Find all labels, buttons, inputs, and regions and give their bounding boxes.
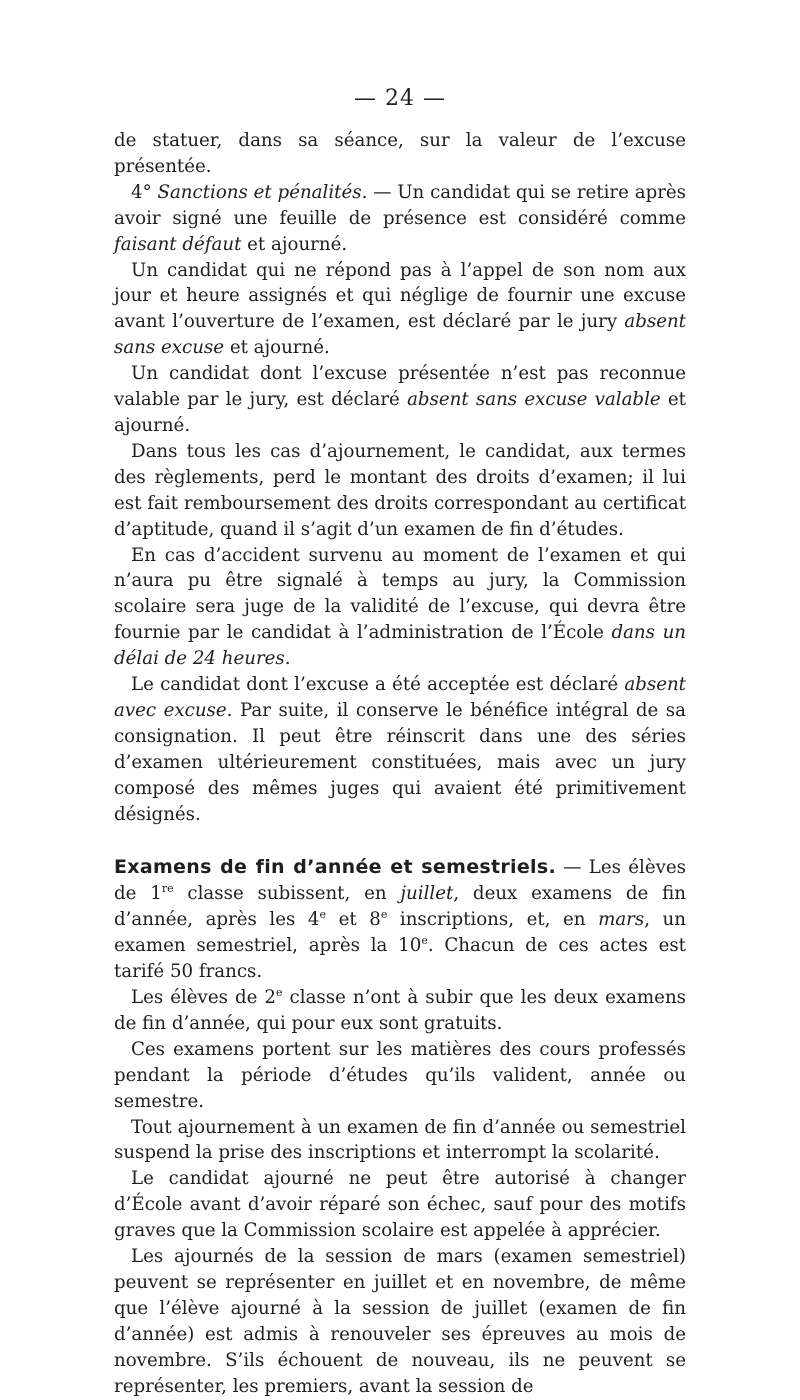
paragraph-absent-sans-excuse: Un candidat qui ne répond pas à l’appel de son nom aux jour et heure assignés et qui néglige de fournir une excuse avant l’ouverture de l’examen, est déclaré par le jury absent sans excuse et ajourné. bbox=[114, 259, 686, 359]
paragraph-ajournement: Dans tous les cas d’ajournement, le candidat, aux termes des règlements, perd le montant des droits d’examen; il lui est fait remboursement des droits correspondant au certificat d’aptitude, quand il s’agit d’un examen de fin d’études. bbox=[114, 440, 686, 540]
paragraph-scolarite: Tout ajournement à un examen de fin d’année ou semestriel suspend la prise des inscriptions et interrompt la scolarité. bbox=[114, 1116, 686, 1164]
body-text bbox=[114, 128, 686, 1400]
section-intro-paragraph bbox=[114, 855, 686, 985]
paragraph-matieres: Ces examens portent sur les matières des cours professés pendant la période d’études qu’ils valident, année ou semestre. bbox=[114, 1038, 686, 1112]
section-heading: Examens de fin d’année et semestriels. bbox=[114, 856, 556, 879]
paragraph-sanctions: 4° Sanctions et pénalités. — Un candidat qui se retire après avoir signé une feuille de présence est considéré comme faisant défaut et ajourné. bbox=[114, 181, 687, 255]
paragraph-deuxieme-classe: Les élèves de 2e classe n’ont à subir que les deux examens de fin d’année, qui pour eux sont gratuits. bbox=[114, 985, 686, 1034]
paragraph-sessions: Les ajournés de la session de mars (examen semestriel) peuvent se représenter en juillet et en novembre, de même que l’élève ajourné à la session de juillet (examen de fin d’année) est admis à renouveler ses épreuves au mois de novembre. S’ils échouent de nouveau, ils ne peuvent se représenter, les premiers, avant la session de bbox=[114, 1246, 686, 1397]
section-intro-text: — Les élèves de 1re classe subissent, en juillet, deux examens de fin d’année, après les 4e et 8e inscriptions, et, en mars, un examen semestriel, après la 10e. Chacun de ces actes est tarifé 50 francs. bbox=[114, 857, 686, 983]
paragraph-continuation: de statuer, dans sa séance, sur la valeur de l’excuse présentée. bbox=[114, 130, 686, 177]
section-gap bbox=[114, 827, 686, 855]
paragraph-excuse-non-valable: Un candidat dont l’excuse présentée n’est pas reconnue valable par le jury, est déclaré absent sans excuse valable et ajourné. bbox=[114, 363, 686, 436]
paragraph-accident: En cas d’accident survenu au moment de l’examen et qui n’aura pu être signalé à temps au jury, la Commission scolaire sera juge de la validité de l’excuse, qui devra être fournie par le candidat à l’administration de l’École dans un délai de 24 heures. bbox=[114, 544, 686, 670]
paragraph-changer-ecole: Le candidat ajourné ne peut être autorisé à changer d’École avant d’avoir réparé son échec, sauf pour des motifs graves que la Commission scolaire est appelée à apprécier. bbox=[114, 1168, 686, 1242]
paragraph-excuse-acceptee: Le candidat dont l’excuse a été acceptée est déclaré absent avec excuse. Par suite, il conserve le bénéfice intégral de sa consignation. Il peut être réinscrit dans une des séries d’examen ultérieurement constituées, mais avec un jury composé des mêmes juges qui avaient été primitivement désignés. bbox=[114, 674, 686, 825]
page-number: — 24 — bbox=[354, 86, 446, 111]
